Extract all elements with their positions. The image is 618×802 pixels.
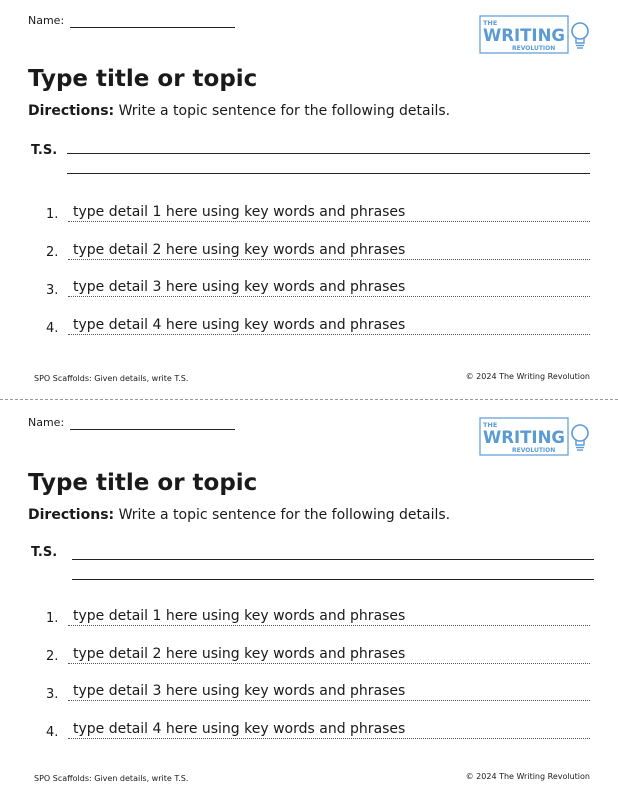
- svg-text:REVOLUTION: REVOLUTION: [512, 447, 556, 454]
- detail-number: 2.: [46, 649, 59, 664]
- detail-number: 4.: [46, 321, 59, 336]
- worksheet-bottom: [0, 402, 618, 802]
- directions: [28, 103, 450, 119]
- detail-text: type detail 4 here using key words and phrases: [73, 317, 406, 333]
- worksheet-title: Type title or topic: [28, 66, 258, 92]
- footer-copyright: © 2024 The Writing Revolution: [465, 372, 590, 381]
- detail-text: type detail 1 here using key words and phrases: [73, 608, 406, 624]
- writing-revolution-logo: [479, 15, 593, 55]
- name-label: Name:: [28, 14, 65, 27]
- worksheet-top: [0, 0, 618, 400]
- cut-line-divider: [0, 399, 618, 400]
- topic-sentence-line-1[interactable]: [72, 559, 594, 560]
- detail-line-4[interactable]: [68, 316, 590, 335]
- lightbulb-icon: [572, 425, 588, 450]
- detail-number: 3.: [46, 687, 59, 702]
- detail-line-4[interactable]: [68, 720, 590, 739]
- detail-text: type detail 2 here using key words and phrases: [73, 646, 406, 662]
- directions-label: Directions:: [28, 103, 115, 119]
- detail-number: 1.: [46, 207, 59, 222]
- detail-text: type detail 4 here using key words and phrases: [73, 721, 406, 737]
- detail-line-3[interactable]: [68, 682, 590, 701]
- name-input-line[interactable]: [70, 429, 235, 430]
- detail-text: type detail 2 here using key words and phrases: [73, 242, 406, 258]
- detail-line-1[interactable]: [68, 607, 590, 626]
- directions-text: Write a topic sentence for the following details.: [114, 103, 451, 119]
- svg-text:THE: THE: [483, 19, 498, 27]
- svg-text:THE: THE: [483, 421, 498, 429]
- detail-text: type detail 1 here using key words and phrases: [73, 204, 406, 220]
- detail-number: 3.: [46, 283, 59, 298]
- footer-copyright: © 2024 The Writing Revolution: [465, 772, 590, 781]
- detail-text: type detail 3 here using key words and phrases: [73, 279, 406, 295]
- name-label: Name:: [28, 416, 65, 429]
- directions-label: Directions:: [28, 507, 115, 523]
- detail-number: 1.: [46, 611, 59, 626]
- detail-line-2[interactable]: [68, 645, 590, 664]
- topic-sentence-line-2[interactable]: [67, 173, 590, 174]
- svg-text:WRITING: WRITING: [483, 26, 565, 46]
- topic-sentence-line-2[interactable]: [72, 579, 594, 580]
- lightbulb-icon: [572, 23, 588, 48]
- name-input-line[interactable]: [70, 27, 235, 28]
- detail-text: type detail 3 here using key words and phrases: [73, 683, 406, 699]
- directions-text: Write a topic sentence for the following details.: [114, 507, 451, 523]
- topic-sentence-label: T.S.: [31, 143, 58, 158]
- svg-text:WRITING: WRITING: [483, 428, 565, 448]
- writing-revolution-logo: [479, 417, 593, 457]
- detail-line-3[interactable]: [68, 278, 590, 297]
- worksheet-title: Type title or topic: [28, 470, 258, 496]
- svg-text:REVOLUTION: REVOLUTION: [512, 45, 556, 52]
- detail-line-2[interactable]: [68, 241, 590, 260]
- detail-number: 4.: [46, 725, 59, 740]
- detail-line-1[interactable]: [68, 203, 590, 222]
- topic-sentence-label: T.S.: [31, 545, 58, 560]
- directions: [28, 507, 450, 523]
- footer-left: SPO Scaffolds: Given details, write T.S.: [34, 774, 189, 783]
- detail-number: 2.: [46, 245, 59, 260]
- footer-left: SPO Scaffolds: Given details, write T.S.: [34, 374, 189, 383]
- topic-sentence-line-1[interactable]: [67, 153, 590, 154]
